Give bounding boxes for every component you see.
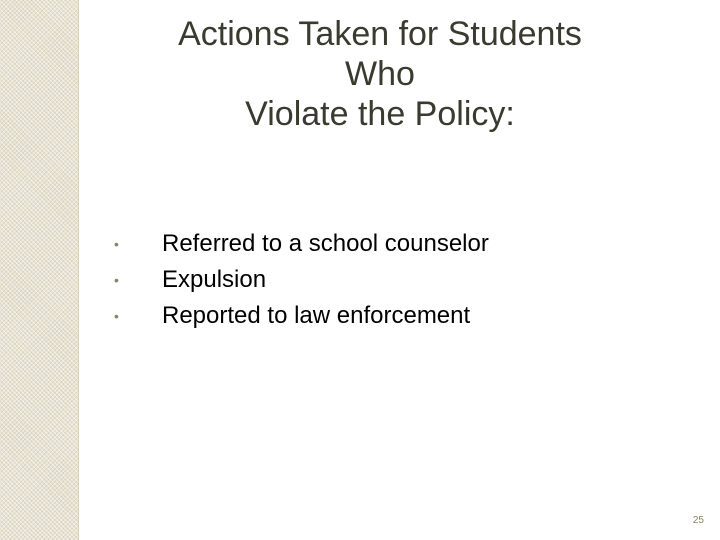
title-line: Actions Taken for Students [178, 15, 582, 53]
bullet-text: Referred to a school counselor [162, 230, 489, 257]
title-line: Violate the Policy: [245, 95, 515, 133]
bullet-text: Expulsion [162, 266, 267, 293]
bullet-icon: • [114, 272, 119, 288]
bullet-icon: • [114, 308, 119, 324]
list-item [110, 298, 489, 334]
page-number: 25 [692, 515, 704, 526]
title-line: Who [345, 55, 415, 93]
decorative-side-band [0, 0, 79, 540]
bullet-list [110, 226, 489, 334]
bullet-text: Reported to law enforcement [162, 302, 471, 329]
slide-title [100, 14, 660, 134]
bullet-icon: • [114, 236, 119, 252]
list-item [110, 226, 489, 262]
list-item [110, 262, 489, 298]
